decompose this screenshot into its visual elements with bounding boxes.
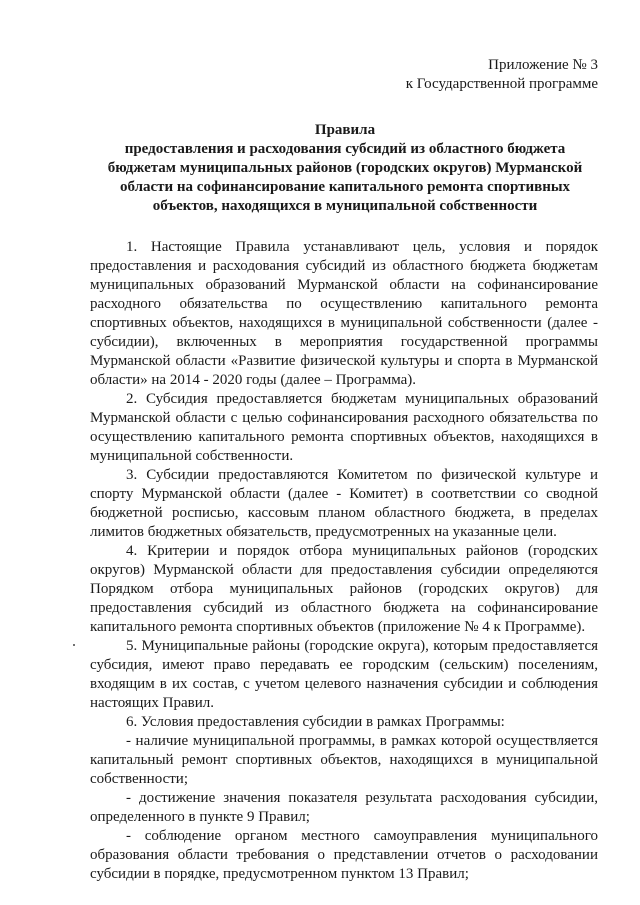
condition-item-3: - соблюдение органом местного самоуправления муниципального образования области требования о представлении отчетов о расходовании субсидии в порядке, предусмотренном пунктом 13 Правил; — [90, 828, 598, 882]
paragraph-1: 1. Настоящие Правила устанавливают цель, условия и порядок предоставления и расходования субсидий из областного бюджета бюджетам муниципальных образований Мурманской области на софинансирование расходного обязательства по осуществлению капитального ремонта спортивных объектов, находящихся в муниципальной собственности (далее - субсидии), включенных в мероприятия государственной программы Мурманской области «Развитие физической культуры и спорта в Мурманской области» на 2014 - 2020 годы (далее – Программа). — [90, 239, 598, 388]
annex-reference: к Государственной программе — [405, 76, 598, 92]
scan-speck — [73, 644, 75, 646]
document-title — [90, 121, 600, 216]
title-line-3: бюджетам муниципальных районов (городских округов) Мурманской — [107, 160, 583, 176]
title-line-5: объектов, находящихся в муниципальной собственности — [152, 198, 538, 214]
paragraph-5: 5. Муниципальные районы (городские округа), которым предоставляется субсидия, имеют право передавать ее городским (сельским) поселениям, входящим в их состав, с учетом целевого назначения субсидии и соблюдения настоящих Правил. — [90, 638, 598, 711]
title-line-4: области на софинансирование капитального ремонта спортивных — [119, 179, 571, 195]
condition-item-2: - достижение значения показателя результата расходования субсидии, определенного в пункте 9 Правил; — [90, 790, 598, 825]
title-line-2: предоставления и расходования субсидий из областного бюджета — [124, 141, 566, 157]
annex-header — [406, 56, 598, 94]
paragraph-3: 3. Субсидии предоставляются Комитетом по физической культуре и спорту Мурманской области (далее - Комитет) в соответствии со сводной бюджетной росписью, кассовым планом областного бюджета, в пределах лимитов бюджетных обязательств, предусмотренных на указанные цели. — [90, 467, 598, 540]
paragraph-2: 2. Субсидия предоставляется бюджетам муниципальных образований Мурманской области с целью софинансирования расходного обязательства по осуществлению капитального ремонта спортивных объектов, находящихся в муниципальной собственности. — [90, 391, 598, 464]
paragraph-6: 6. Условия предоставления субсидии в рамках Программы: — [126, 714, 505, 730]
title-line-1: Правила — [314, 122, 376, 138]
condition-item-1: - наличие муниципальной программы, в рамках которой осуществляется капитальный ремонт спортивных объектов, находящихся в муниципальной собственности; — [90, 733, 598, 787]
document-body — [90, 238, 598, 884]
paragraph-4: 4. Критерии и порядок отбора муниципальных районов (городских округов) Мурманской области для предоставления субсидии определяются Порядком отбора муниципальных районов (городских округов) для предоставления субсидий из областного бюджета на софинансирование капитального ремонта спортивных объектов (приложение № 4 к Программе). — [90, 543, 598, 635]
annex-number: Приложение № 3 — [488, 57, 598, 73]
